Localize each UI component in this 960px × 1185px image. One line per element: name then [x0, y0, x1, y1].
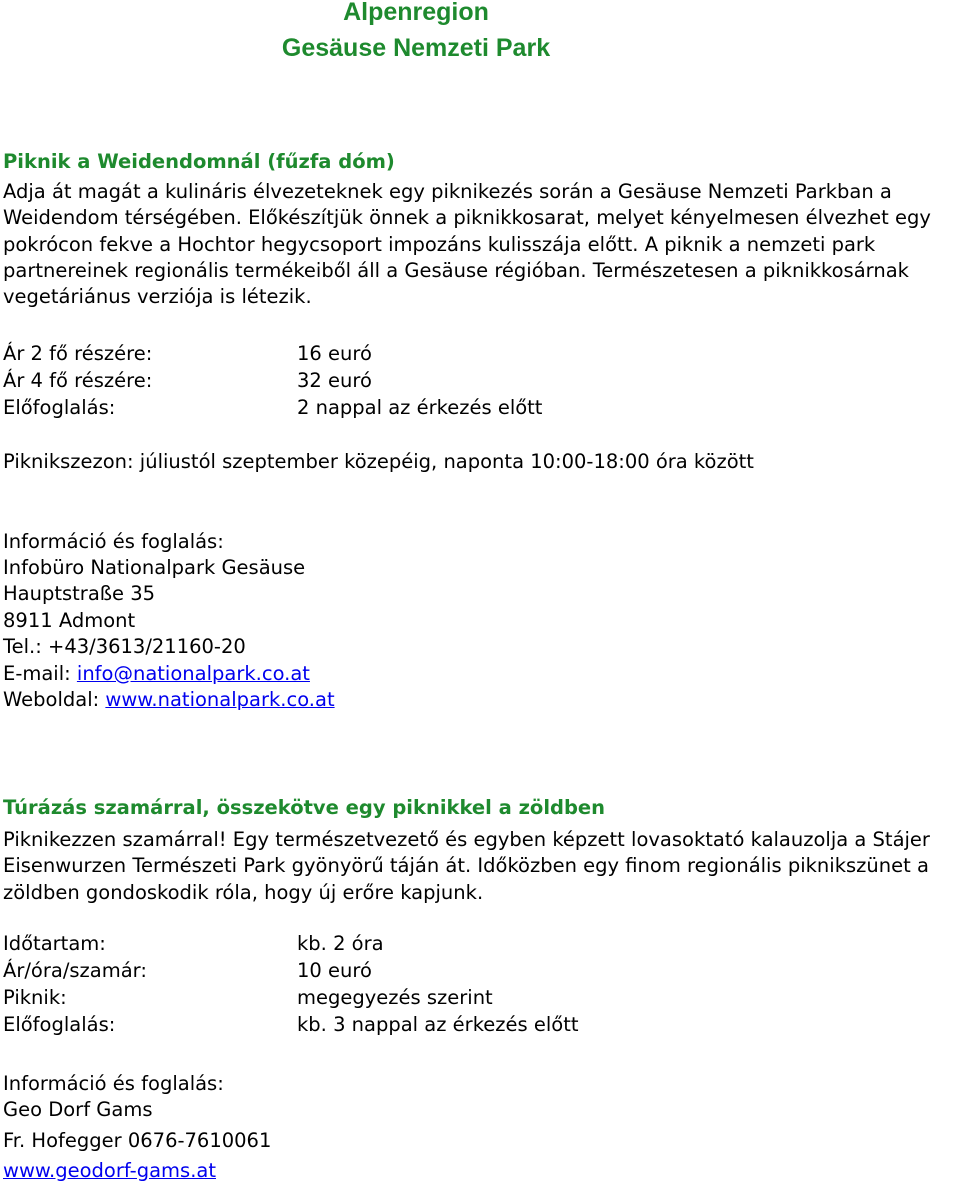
section-body-donkey: Piknikezzen szamárral! Egy természetvezető és egyben képzett lovasoktató kalauzolja a Stájer Eisenwurzen Természeti Park gyönyörű táján át. Időközben egy finom regionális piknikszünet a zöldben gondoskodik róla, hogy új erőre kapjunk.	[3, 828, 930, 904]
contact-city: 8911 Admont	[3, 609, 136, 632]
contact-email-row	[3, 661, 310, 687]
contact-street: Hauptstraße 35	[3, 582, 156, 605]
section-body-picnic: Adja át magát a kulináris élvezeteknek egy piknikezés során a Gesäuse Nemzeti Parkban a Weidendom térségében. Előkészítjük önnek a piknikkosarat, melyet kényelmesen élvezhet egy pokrócon fekve a Hochtor hegycsoport impozáns kulisszája előtt. A piknik a nemzeti park partnereinek regionális termékeiből áll a Gesäuse régióban. Természetesen a piknikkosárnak vegetáriánus verziója is létezik.	[3, 180, 931, 309]
detail-label: Előfoglalás:	[3, 396, 116, 419]
email-link[interactable]: info@nationalpark.co.at	[76, 662, 310, 685]
contact-heading: Információ és foglalás:	[3, 1072, 224, 1095]
detail-value: kb. 3 nappal az érkezés előtt	[297, 1013, 579, 1036]
detail-label: Időtartam:	[3, 932, 106, 955]
detail-label: Ár/óra/szamár:	[3, 959, 147, 982]
page-title: Alpenregion	[343, 0, 489, 26]
page-subtitle: Gesäuse Nemzeti Park	[281, 34, 551, 62]
contact-heading: Információ és foglalás:	[3, 530, 224, 553]
contact-name: Infobüro Nationalpark Gesäuse	[3, 556, 306, 579]
detail-label: Előfoglalás:	[3, 1013, 116, 1036]
detail-value: 10 euró	[297, 959, 372, 982]
detail-label: Ár 4 fő részére:	[3, 369, 153, 392]
detail-label: Ár 2 fő részére:	[3, 342, 153, 365]
detail-value: 16 euró	[297, 342, 372, 365]
detail-value: 2 nappal az érkezés előtt	[297, 396, 543, 419]
website-link[interactable]: www.nationalpark.co.at	[105, 688, 335, 711]
contact-phone: Fr. Hofegger 0676-7610061	[3, 1129, 272, 1152]
website-link[interactable]: www.geodorf-gams.at	[3, 1159, 216, 1182]
detail-label: Piknik:	[3, 986, 67, 1009]
email-label: E-mail:	[3, 662, 77, 685]
picnic-season: Piknikszezon: júliustól szeptember közepéig, naponta 10:00-18:00 óra között	[3, 450, 754, 473]
section-heading-picnic: Piknik a Weidendomnál (fűzfa dóm)	[3, 150, 395, 173]
contact-web-row	[3, 1158, 216, 1184]
contact-phone: Tel.: +43/3613/21160-20	[3, 635, 246, 658]
section-heading-donkey: Túrázás szamárral, összekötve egy piknikkel a zöldben	[3, 796, 606, 819]
contact-web-row	[3, 687, 335, 713]
detail-value: 32 euró	[297, 369, 372, 392]
detail-value: megegyezés szerint	[297, 986, 493, 1009]
web-label: Weboldal:	[3, 688, 106, 711]
detail-value: kb. 2 óra	[297, 932, 384, 955]
contact-name: Geo Dorf Gams	[3, 1098, 153, 1121]
